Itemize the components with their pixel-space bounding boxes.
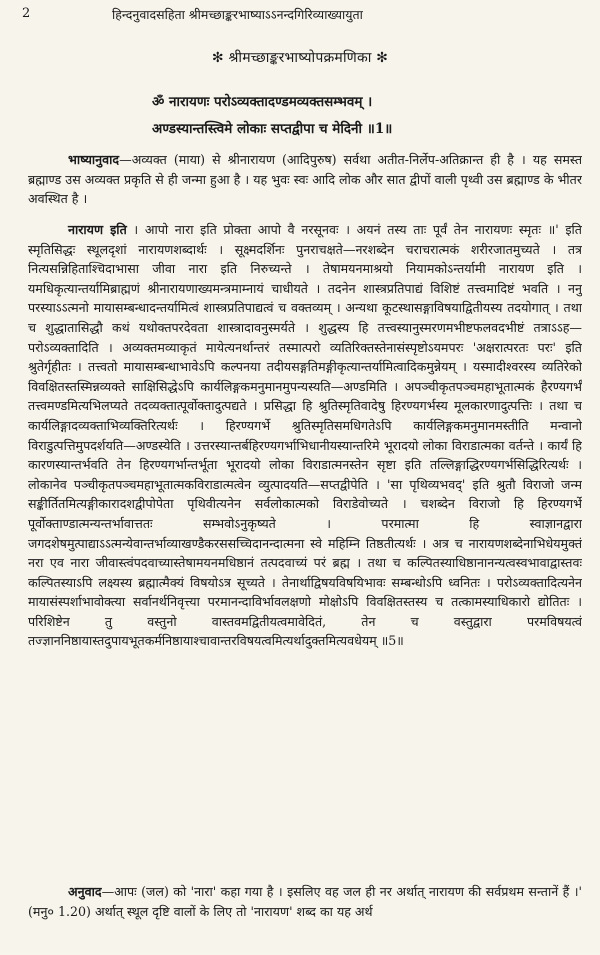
section-title-text: श्रीमच्छाङ्करभाष्योपक्रमणिका [228,50,372,66]
bhashya-anuvad-lead: भाष्यानुवाद [68,152,120,167]
star-ornament-left-icon: ✻ [211,50,229,66]
section-title [0,48,600,67]
verse-line-1: ॐ नारायणः परोऽव्यक्तादण्डमव्यक्तसम्भवम् । [152,94,373,110]
anuvad-lead: अनुवाद [68,884,102,899]
running-title: हिन्दनुवादसहिता श्रीमच्छाङ्करभाष्याऽऽनन्दगिरिव्याख्यायुता [112,7,363,22]
page-header [22,6,588,28]
commentary-text: । आपो नारा इति प्रोक्ता आपो वै नरसूनवः । अयनं तस्य ताः पूर्वं तेन नारायणः स्मृतः ॥' इति स्मृतिसिद्धः स्थूलदृशां नारायणशब्दार्थः । सूक्ष्मदर्शिनः पुनराचक्षते—नरशब्देन चराचरात्मकं शरीरजातमुच्यते । तत्र नित्यसन्निहिताश्चिदाभासा जीवा नारा इति निरुच्यन्ते । तेषामयनमाश्रयो नियामकोऽन्तर्यामी नारायण इति । यमधिकृत्यान्तर्यामिब्राह्मणं श्रीनारायणाख्यमन्त्रमाम्नायं चाधीयते । तदनेन शास्त्रप्रतिपाद्यं विशिष्टं तत्त्वमादिष्टं भवति । ननु परस्याऽऽत्मनो मायासम्बन्धादन्तर्यामित्वं शास्त्रप्रतिपाद्यत्वं च वक्तव्यम् । अन्यथा कूटस्थासङ्गाविषयाद्वितीयस्य तदयोगात् । तथा च शुद्धातासिद्धौ कथं यथोक्तपरदेवता शास्त्रादावनुस्मर्यते । शुद्धस्य हि तत्त्वस्यानुस्मरणमभीष्टफलवदभीष्टं तत्राऽऽह—परोऽव्यक्तादिति । अव्यक्तमव्याकृतं मायेत्यनर्थान्तरं तस्मात्परो व्यतिरिक्तस्तेनासंस्पृष्टोऽयमपरः 'अक्षरात्परतः परः' इति श्रुतेर्गृहीतः । तत्त्वतो मायासम्बन्धाभावेऽपि कल्पनया तदीयसङ्गतिमङ्गीकृत्यान्तर्यामित्वादिकमुन्नेयम् । यस्मादीश्वरस्य व्यतिरेको विवक्षितस्तस्मिन्नव्यक्ते साक्षिसिद्धेऽपि कार्यलिङ्गकमनुमानमुपन्यस्यति—अण्डमिति । अपञ्चीकृतपञ्चमहाभूतात्मकं हैरण्यगर्भं तत्त्वमण्डमित्यभिलप्यते तदव्यक्तात्पूर्वोक्तादुत्पद्यते । प्रसिद्धा हि श्रुतिस्मृतिवादेषु हिरण्यगर्भस्य मूलकारणादुत्पत्तिः । तथा च कार्यलिङ्गादव्यक्ताभिव्यक्तिरित्यर्थः । हिरण्यगर्भे श्रुतिस्मृतिसमधिगतेऽपि कार्यलिङ्गकमनुमानमस्तीति मन्वानो विराडुत्पत्तिमुपदर्शयति—अण्डस्येति । उत्तरस्यान्तर्बहिरण्यगर्भाभिधानीयस्यान्तरिमे भूरादयो लोका विराडात्मका वर्तन्ते । कार्यं हि कारणस्यान्तर्भवति तेन हिरण्यगर्भान्तर्भूता भूरादयो लोका विराडात्मनस्तेन सृष्टा इति तल्लिङ्गाद्धिरण्यगर्भसिद्धिरित्यर्थः । लोकानेव पञ्चीकृतपञ्चमहाभूतात्मकविराडात्मत्वेन व्युत्पादयति—सप्तद्वीपेति । 'सा पृथिव्यभवद्' इति श्रुतौ विराजो जन्म सङ्कीर्तितमित्यङ्गीकारादशद्वीपोपेता पृथिवीत्यनेन सर्वलोकात्मको विराडेवोच्यते । चशब्देन विराजो हि हिरण्यगर्भे पूर्वोक्ताण्डात्मन्यन्तर्भावात्ततः सम्भवोऽनुकृष्यते । परमात्मा हि स्वाज्ञानद्वारा जगदशेषमुत्पाद्याऽऽत्मन्येवान्तर्भाव्याखण्डैकरससच्चिदानन्दात्मना स्वे महिम्नि तिष्ठतीत्यर्थः । अत्र च नारायणशब्देनाभिधेयमुक्तं नरा एव नारा जीवास्त्वंपदवाच्यास्तेषामयनमधिष्ठानं तत्पदवाच्यं परं ब्रह्म । तथा च कल्पितस्याधिष्ठानानन्यत्वस्वभावाद्वास्तवः कल्पितस्याऽपि लक्ष्यस्य ब्रह्मात्मैक्यं विषयोऽत्र सूच्यते । तेनार्थाद्विषयविषयिभावः सम्बन्धोऽपि ध्वनितः । परोऽव्यक्तादित्यनेन मायासंस्पर्शाभावोक्त्या सर्वानर्थनिवृत्त्या परमानन्दाविर्भावलक्षणो मोक्षोऽपि विवक्षितस्तस्य च तत्कामस्याधिकारो द्योतितः । परिशिष्टेन तु वस्तुनो वास्तवमद्वितीयत्वमावेदितं, तेन च वस्तुद्वारा परमविषयत्वं तज्ज्ञाननिष्ठायास्तदुपायभूतकर्मनिष्ठायाश्चावान्तरविषयत्वमित्यर्थादुक्तमित्यवधेयम् ॥5॥ [28,222,582,649]
anuvad-paragraph [28,882,582,942]
verse-number: 1 [374,121,385,137]
verse-line-2-text: अण्डस्यान्तस्त्विमे लोकाः सप्तद्वीपा च मेदिनी ॥ [152,121,375,137]
bhashya-anuvad-text: —अव्यक्त (माया) से श्रीनारायण (आदिपुरुष) सर्वथा अतीत-निर्लेप-अतिक्रान्त ही है । यह समस्त ब्रह्माण्ड उस अव्यक्त प्रकृति से ही जन्मा हुआ है । यह भुवः स्वः आदि लोक और सात द्वीपों वाली पृथ्वी उस ब्रह्माण्ड के भीतर अवस्थित है । [28,152,582,207]
verse-line-2: अण्डस्यान्तस्त्विमे लोकाः सप्तद्वीपा च मेदिनी ॥1॥ [152,121,393,137]
commentary-lead: नारायण इति [68,222,127,237]
bhashya-anuvad-paragraph [28,150,582,208]
page-number: 2 [22,6,31,21]
anuvad-text: —आपः (जल) को 'नारा' कहा गया है । इसलिए वह जल ही नर अर्थात् नारायण की सर्वप्रथम सन्तानें हैं ।' (मनु० 1.20) अर्थात् स्थूल दृष्टि वालों के लिए तो 'नारायण' शब्द का यह अर्थ [28,884,582,919]
commentary-paragraph [28,220,582,864]
star-ornament-right-icon: ✻ [371,50,389,66]
